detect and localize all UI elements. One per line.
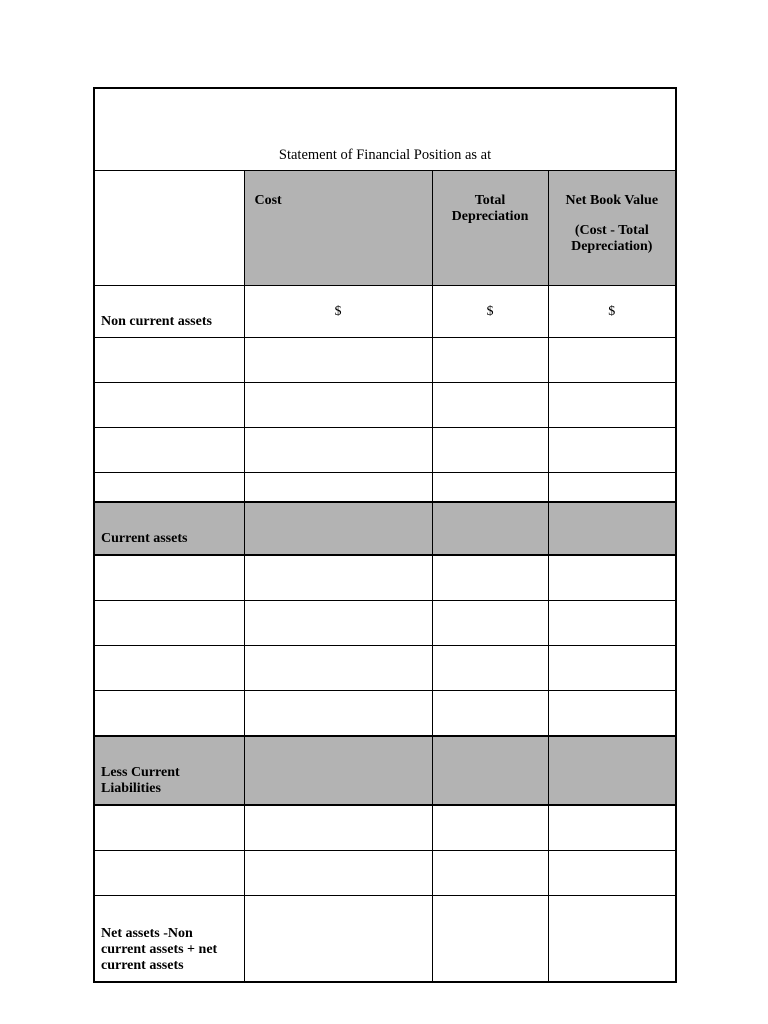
empty-cell[interactable] — [432, 851, 548, 896]
empty-cell[interactable] — [548, 805, 676, 851]
empty-cell[interactable] — [244, 338, 432, 383]
table-row — [94, 428, 676, 473]
empty-cell[interactable] — [244, 383, 432, 428]
empty-cell[interactable] — [548, 691, 676, 737]
shaded-cell — [548, 502, 676, 555]
empty-cell[interactable] — [94, 428, 244, 473]
title-row — [94, 88, 676, 171]
empty-cell[interactable] — [432, 691, 548, 737]
shaded-cell — [548, 736, 676, 805]
empty-cell[interactable] — [244, 851, 432, 896]
header-blank-cell — [94, 171, 244, 286]
empty-cell[interactable] — [94, 473, 244, 503]
empty-cell[interactable] — [432, 428, 548, 473]
net-assets-label: Net assets -Non current assets + net current assets — [94, 896, 244, 983]
empty-cell[interactable] — [94, 805, 244, 851]
empty-cell[interactable] — [244, 473, 432, 503]
table-row — [94, 383, 676, 428]
shaded-cell — [244, 736, 432, 805]
empty-cell[interactable] — [244, 428, 432, 473]
header-cost: Cost — [244, 171, 432, 286]
table-row — [94, 805, 676, 851]
empty-cell[interactable] — [244, 646, 432, 691]
net-book-value-label: Net Book Value — [565, 193, 659, 208]
empty-cell[interactable] — [432, 383, 548, 428]
empty-cell[interactable] — [548, 383, 676, 428]
currency-depreciation: $ — [432, 286, 548, 338]
empty-cell[interactable] — [244, 555, 432, 601]
header-total-depreciation: Total Depreciation — [432, 171, 548, 286]
less-current-liabilities-label: Less Current Liabilities — [94, 736, 244, 805]
empty-cell[interactable] — [244, 601, 432, 646]
table-row — [94, 691, 676, 737]
shaded-cell — [244, 502, 432, 555]
empty-cell[interactable] — [94, 555, 244, 601]
empty-cell[interactable] — [432, 601, 548, 646]
empty-cell[interactable] — [548, 473, 676, 503]
table-row — [94, 851, 676, 896]
table-row — [94, 473, 676, 503]
net-assets-row — [94, 896, 676, 983]
empty-cell[interactable] — [94, 601, 244, 646]
statement-title: Statement of Financial Position as at — [94, 88, 676, 171]
empty-cell[interactable] — [432, 555, 548, 601]
currency-net-book-value: $ — [548, 286, 676, 338]
table-row — [94, 555, 676, 601]
header-net-book-value — [548, 171, 676, 286]
financial-position-table — [93, 87, 677, 983]
empty-cell[interactable] — [94, 338, 244, 383]
empty-cell[interactable] — [548, 428, 676, 473]
empty-cell[interactable] — [244, 691, 432, 737]
table-row — [94, 601, 676, 646]
current-assets-label: Current assets — [94, 502, 244, 555]
empty-cell[interactable] — [432, 646, 548, 691]
table-row — [94, 646, 676, 691]
non-current-assets-label: Non current assets — [94, 286, 244, 338]
empty-cell[interactable] — [548, 896, 676, 983]
empty-cell[interactable] — [432, 473, 548, 503]
empty-cell[interactable] — [94, 851, 244, 896]
empty-cell[interactable] — [548, 851, 676, 896]
shaded-cell — [432, 502, 548, 555]
empty-cell[interactable] — [244, 896, 432, 983]
empty-cell[interactable] — [548, 338, 676, 383]
currency-cost: $ — [244, 286, 432, 338]
empty-cell[interactable] — [432, 338, 548, 383]
empty-cell[interactable] — [548, 601, 676, 646]
empty-cell[interactable] — [94, 691, 244, 737]
empty-cell[interactable] — [548, 555, 676, 601]
empty-cell[interactable] — [432, 805, 548, 851]
net-book-value-sublabel: (Cost - Total Depreciation) — [571, 223, 653, 254]
empty-cell[interactable] — [432, 896, 548, 983]
empty-cell[interactable] — [244, 805, 432, 851]
non-current-assets-row — [94, 286, 676, 338]
empty-cell[interactable] — [548, 646, 676, 691]
empty-cell[interactable] — [94, 383, 244, 428]
column-header-row — [94, 171, 676, 286]
table-row — [94, 338, 676, 383]
empty-cell[interactable] — [94, 646, 244, 691]
less-current-liabilities-row — [94, 736, 676, 805]
current-assets-row — [94, 502, 676, 555]
shaded-cell — [432, 736, 548, 805]
